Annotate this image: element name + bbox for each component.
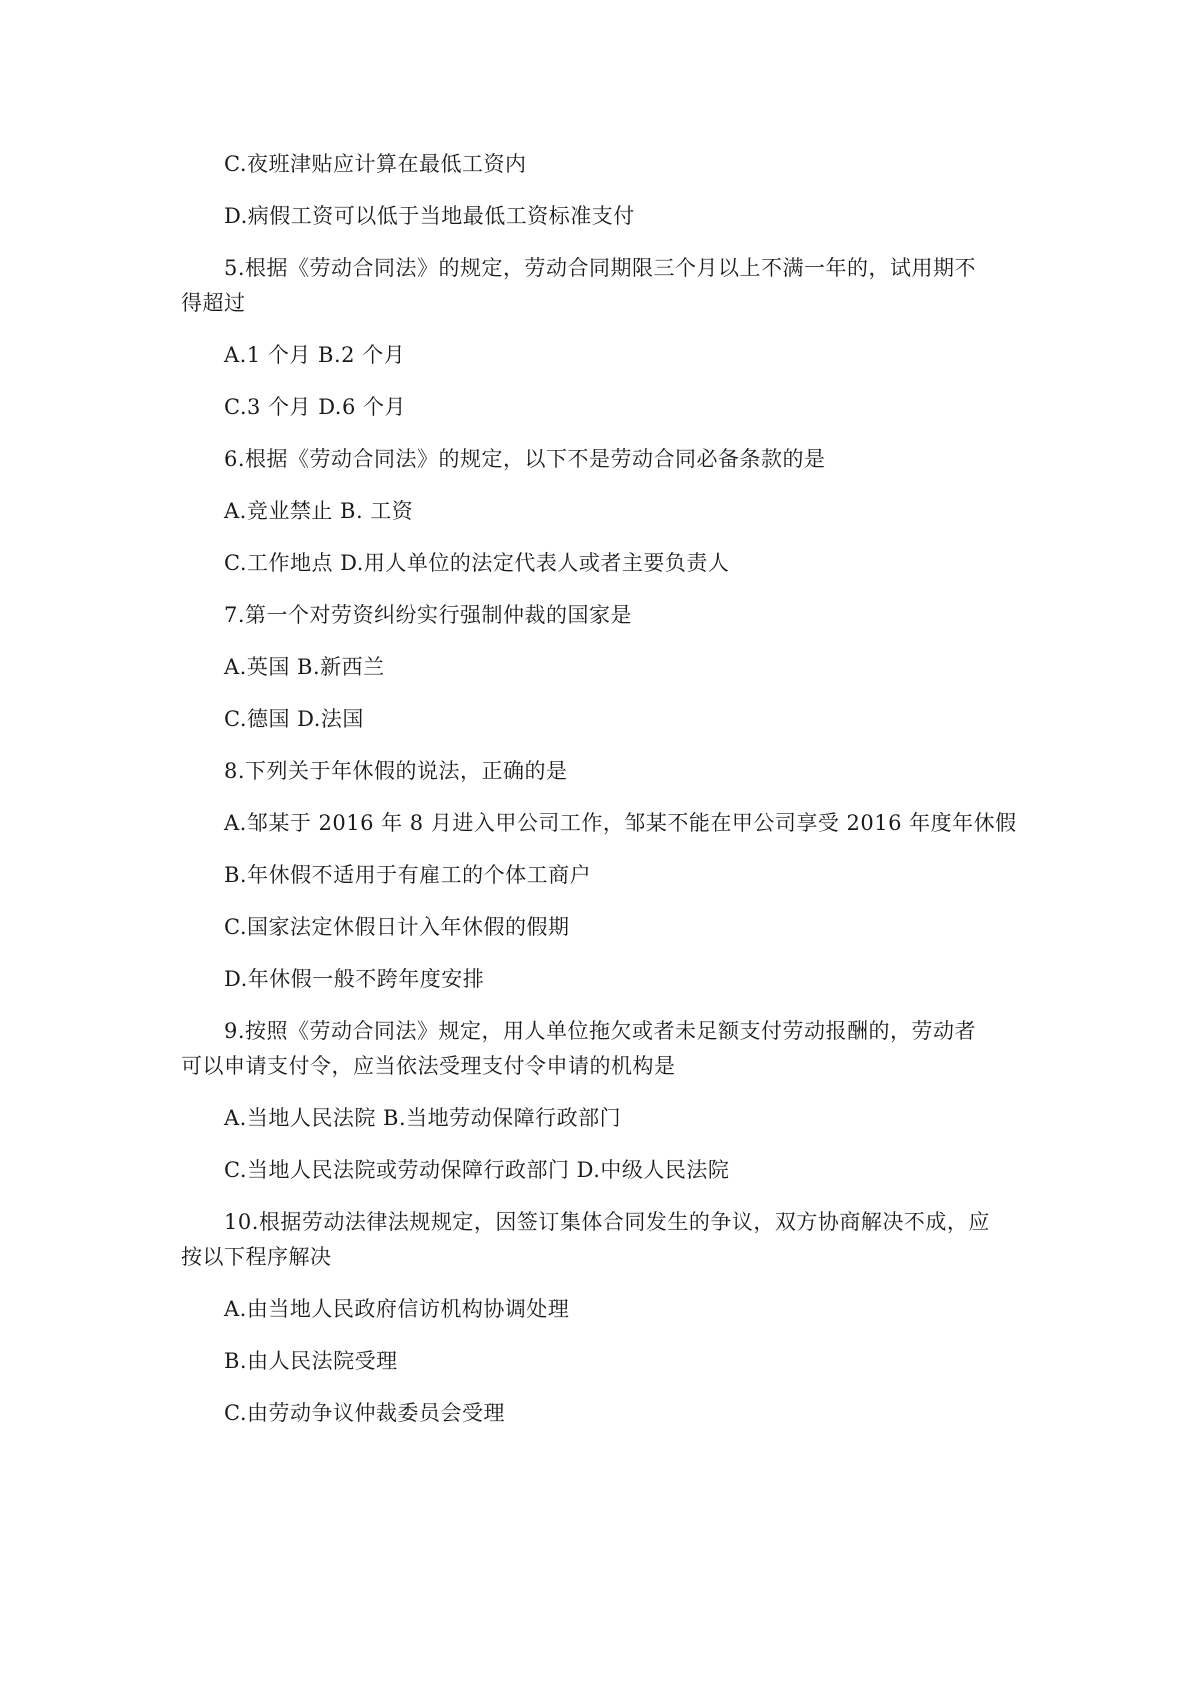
options-ab-q5: A.1 个月 B.2 个月 xyxy=(224,343,406,367)
option-a-q10: A.由当地人民政府信访机构协调处理 xyxy=(224,1297,570,1321)
option-c-q10: C.由劳动争议仲裁委员会受理 xyxy=(224,1401,505,1425)
question-10-continuation: 按以下程序解决 xyxy=(181,1245,332,1269)
options-cd-q5: C.3 个月 D.6 个月 xyxy=(224,395,407,419)
options-ab-q7: A.英国 B.新西兰 xyxy=(224,655,385,679)
option-b-q8: B.年休假不适用于有雇工的个体工商户 xyxy=(224,863,592,887)
option-c-q4: C.夜班津贴应计算在最低工资内 xyxy=(224,152,527,176)
option-c-q8: C.国家法定休假日计入年休假的假期 xyxy=(224,915,570,939)
question-7: 7.第一个对劳资纠纷实行强制仲裁的国家是 xyxy=(224,603,633,627)
option-a-q8: A.邹某于 2016 年 8 月进入甲公司工作，邹某不能在甲公司享受 2016 年度年休假 xyxy=(224,811,1017,835)
options-ab-q9: A.当地人民法院 B.当地劳动保障行政部门 xyxy=(224,1106,622,1130)
option-b-q10: B.由人民法院受理 xyxy=(224,1349,398,1373)
question-5-continuation: 得超过 xyxy=(181,291,246,315)
question-9-continuation: 可以申请支付令，应当依法受理支付令申请的机构是 xyxy=(181,1054,676,1078)
options-cd-q6: C.工作地点 D.用人单位的法定代表人或者主要负责人 xyxy=(224,551,730,575)
options-cd-q9: C.当地人民法院或劳动保障行政部门 D.中级人民法院 xyxy=(224,1158,730,1182)
question-8: 8.下列关于年休假的说法，正确的是 xyxy=(224,759,568,783)
question-5: 5.根据《劳动合同法》的规定，劳动合同期限三个月以上不满一年的，试用期不 xyxy=(224,256,977,280)
question-10: 10.根据劳动法律法规规定，因签订集体合同发生的争议，双方协商解决不成，应 xyxy=(224,1210,990,1234)
options-ab-q6: A.竞业禁止 B. 工资 xyxy=(224,499,414,523)
option-d-q8: D.年休假一般不跨年度安排 xyxy=(224,967,485,991)
question-9: 9.按照《劳动合同法》规定，用人单位拖欠或者未足额支付劳动报酬的，劳动者 xyxy=(224,1019,977,1043)
option-d-q4: D.病假工资可以低于当地最低工资标准支付 xyxy=(224,204,635,228)
options-cd-q7: C.德国 D.法国 xyxy=(224,707,364,731)
question-6: 6.根据《劳动合同法》的规定，以下不是劳动合同必备条款的是 xyxy=(224,447,826,471)
